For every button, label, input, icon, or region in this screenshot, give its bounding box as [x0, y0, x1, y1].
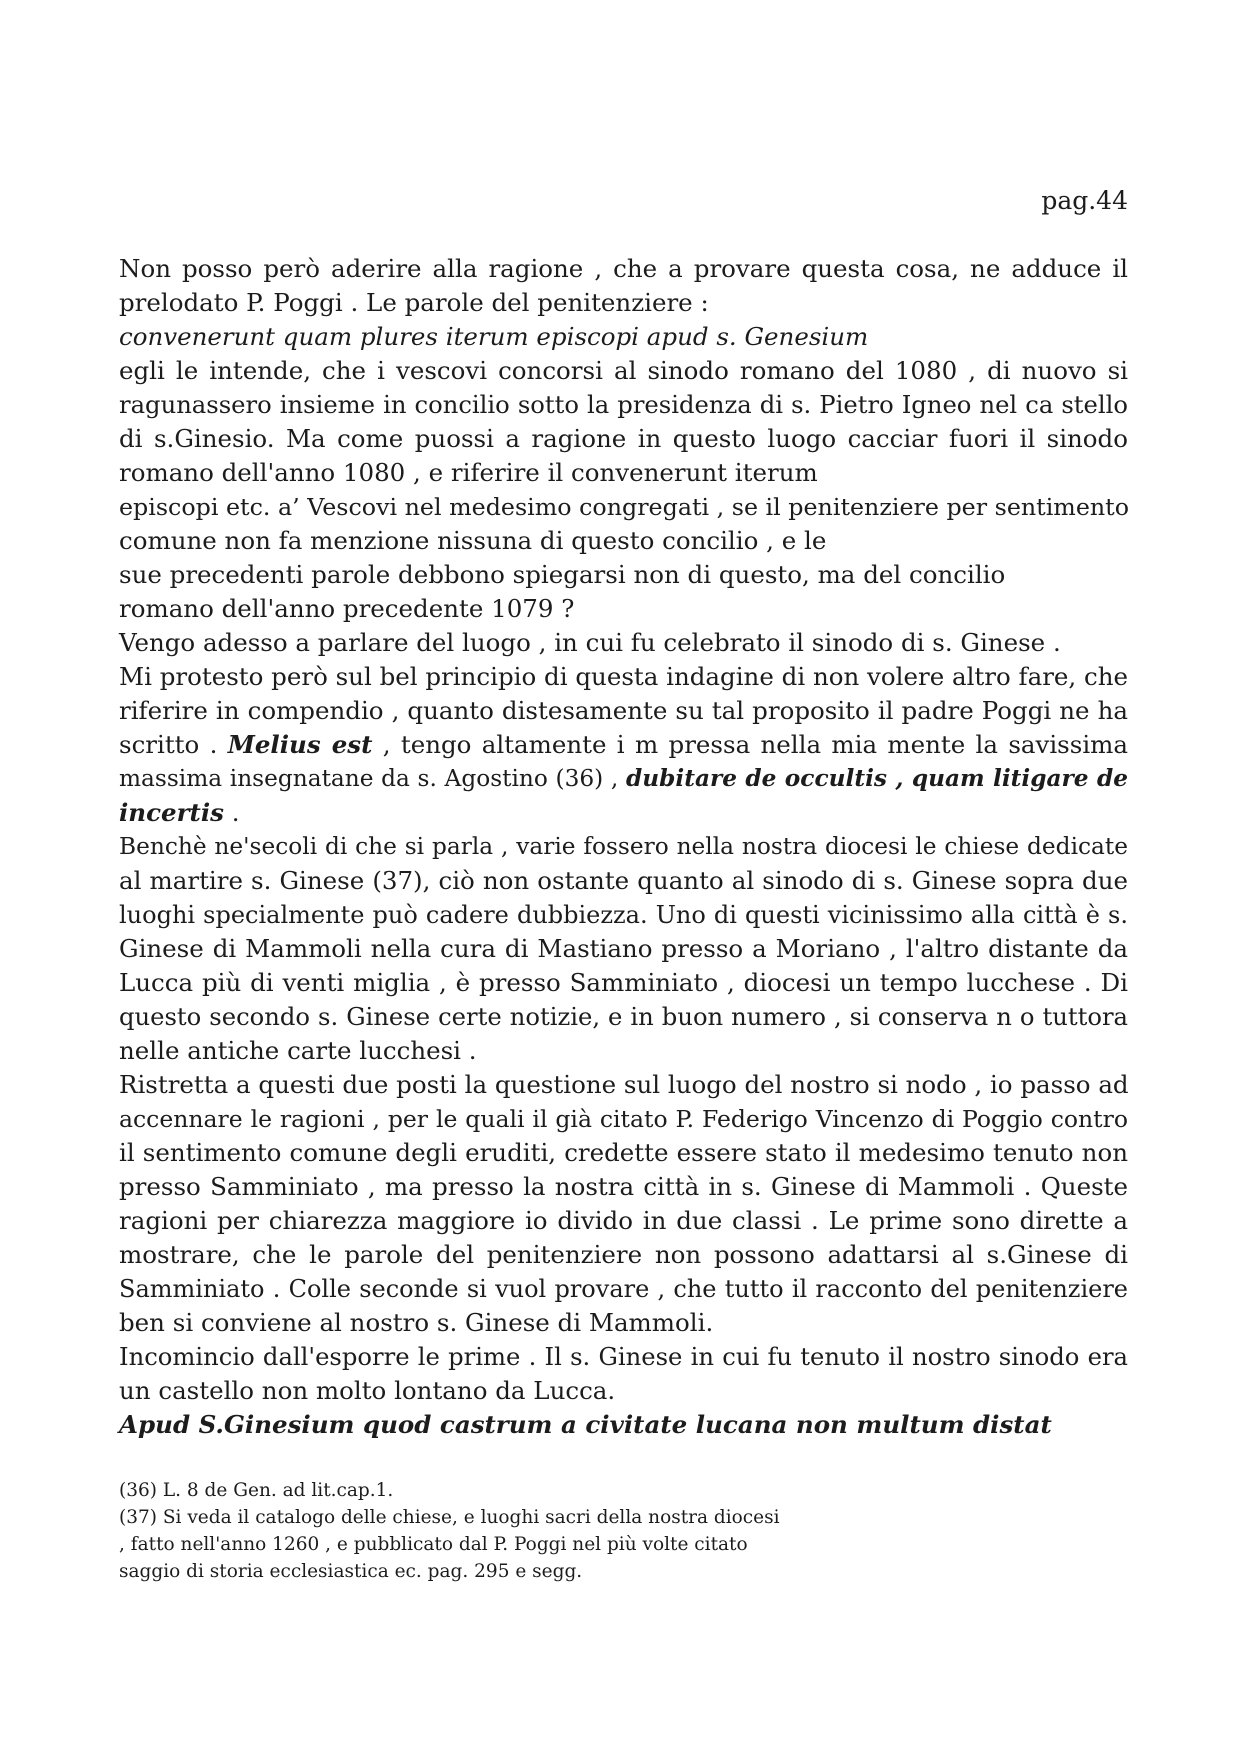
page-number: pag.44	[1041, 186, 1128, 215]
text-line: Mi protesto però sul bel principio di questa indagine di non volere altro fare, che	[119, 662, 1128, 691]
text-line: romano dell'anno 1080 , e riferire il convenerunt iterum	[119, 458, 818, 487]
text-line: al martire s. Ginese (37), ciò non ostante quanto al sinodo di s. Ginese sopra due	[119, 866, 1128, 895]
latin-quote: convenerunt quam plures iterum episcopi apud s. Genesium	[119, 322, 869, 351]
text-line: episcopi etc. a’ Vescovi nel medesimo congregati , se il penitenziere per sentimento	[119, 493, 1130, 521]
text-line: comune non fa menzione nissuna di questo concilio , e le	[119, 526, 827, 555]
footnote-36: (36) L. 8 de Gen. ad lit.cap.1.	[119, 1480, 394, 1501]
text-line: Lucca più di venti miglia , è presso Samminiato , diocesi un tempo lucchese . Di	[119, 968, 1128, 997]
latin-emphasis: Melius est	[227, 730, 373, 759]
footnote-37: (37) Si veda il catalogo delle chiese, e luoghi sacri della nostra diocesi	[119, 1507, 780, 1528]
text-line: presso Samminiato , ma presso la nostra città in s. Ginese di Mammoli . Queste	[119, 1172, 1128, 1201]
latin-emphasis: dubitare de occultis , quam litigare de	[625, 765, 1128, 792]
text-line: questo secondo s. Ginese certe notizie, e in buon numero , si conserva n o tuttora	[119, 1002, 1128, 1031]
text-line: Non posso però aderire alla ragione , che a provare questa cosa, ne adduce il	[119, 254, 1128, 283]
text-line: romano dell'anno precedente 1079 ?	[119, 594, 575, 623]
footnotes	[119, 1477, 1019, 1585]
latin-emphasis: incertis	[119, 798, 224, 827]
text-line: Vengo adesso a parlare del luogo , in cui fu celebrato il sinodo di s. Ginese .	[119, 628, 1061, 657]
text-line: ben si conviene al nostro s. Ginese di Mammoli.	[119, 1308, 714, 1337]
text-line: ragioni per chiarezza maggiore io divido in due classi . Le prime sono dirette a	[119, 1206, 1128, 1235]
text-line: mostrare, che le parole del penitenziere non possono adattarsi al s.Ginese di	[119, 1240, 1128, 1269]
text-line: Ginese di Mammoli nella cura di Mastiano presso a Moriano , l'altro distante da	[119, 934, 1128, 963]
text-line: sue precedenti parole debbono spiegarsi non di questo, ma del concilio	[119, 560, 1006, 589]
footnote-37-cont: saggio di storia ecclesiastica ec. pag. 295 e segg.	[119, 1561, 583, 1582]
text-span: scritto .	[119, 730, 228, 759]
text-line	[119, 762, 1128, 796]
text-span: .	[223, 798, 240, 827]
text-line	[119, 796, 1128, 830]
text-span: , tengo altamente i m pressa nella mia mente la savissima	[372, 730, 1128, 759]
text-line	[119, 728, 1128, 762]
text-line: luoghi specialmente può cadere dubbiezza. Uno di questi vicinissimo alla città è s.	[119, 901, 1128, 929]
text-line: Incomincio dall'esporre le prime . Il s. Ginese in cui fu tenuto il nostro sinodo era	[119, 1342, 1128, 1371]
text-span: massima insegnatane da s. Agostino (36) ,	[119, 765, 626, 792]
text-line: di s.Ginesio. Ma come puossi a ragione in questo luogo cacciar fuori il sinodo	[119, 424, 1128, 453]
text-line: Benchè ne'secoli di che si parla , varie fossero nella nostra diocesi le chiese dedicate	[119, 833, 1128, 860]
text-line: il sentimento comune degli eruditi, credette essere stato il medesimo tenuto non	[119, 1138, 1128, 1167]
text-line: Samminiato . Colle seconde si vuol provare , che tutto il racconto del penitenziere	[119, 1275, 1128, 1303]
text-line: riferire in compendio , quanto distesamente su tal proposito il padre Poggi ne ha	[119, 696, 1128, 725]
latin-quote: Apud S.Ginesium quod castrum a civitate lucana non multum distat	[119, 1410, 1052, 1439]
footnote-37-cont: , fatto nell'anno 1260 , e pubblicato dal P. Poggi nel più volte citato	[119, 1534, 748, 1555]
text-line: prelodato P. Poggi . Le parole del penitenziere :	[119, 288, 709, 317]
text-line: ragunassero insieme in concilio sotto la presidenza di s. Pietro Igneo nel ca stello	[119, 390, 1128, 419]
text-line: Ristretta a questi due posti la questione sul luogo del nostro si nodo , io passo ad	[119, 1070, 1129, 1099]
text-line: accennare le ragioni , per le quali il già citato P. Federigo Vincenzo di Poggio contro	[119, 1105, 1128, 1133]
text-line: un castello non molto lontano da Lucca.	[119, 1376, 616, 1405]
text-line: nelle antiche carte lucchesi .	[119, 1036, 477, 1065]
main-text	[119, 252, 1128, 1442]
text-line: egli le intende, che i vescovi concorsi al sinodo romano del 1080 , di nuovo si	[119, 356, 1128, 385]
